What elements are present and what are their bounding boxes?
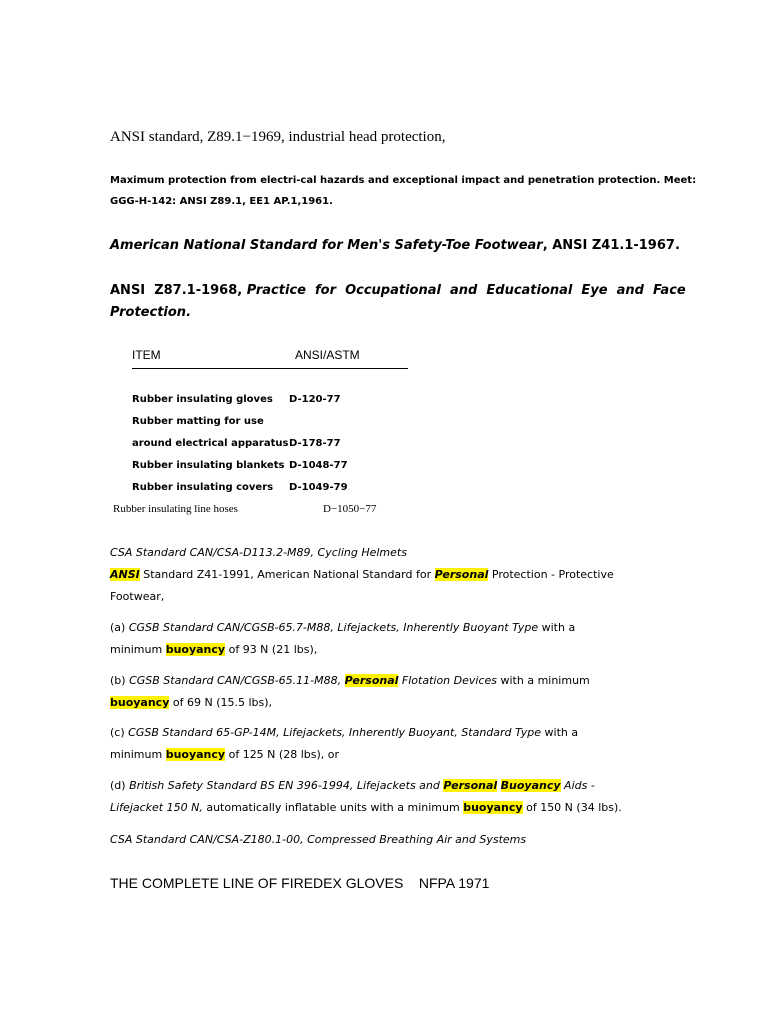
highlight: Buoyancy: [500, 779, 561, 792]
row-item: Rubber insulating covers: [132, 482, 274, 493]
row-std: D−1050−77: [323, 503, 377, 515]
row-item: around electrical apparatus: [132, 438, 289, 449]
highlight: buoyancy: [165, 748, 226, 761]
ansi-footwear-text: Standard Z41-1991, American National Standard for: [139, 568, 435, 581]
item-c-line2: [110, 748, 339, 761]
highlight: buoyancy: [463, 801, 523, 814]
item-b-text: with a minimum: [497, 674, 590, 687]
item-d-title-2: Aids -: [560, 779, 595, 792]
item-a-line1: [110, 621, 575, 634]
row-std: D-1049-79: [289, 482, 348, 493]
table-row: [132, 482, 348, 493]
row-std: D-1048-77: [289, 460, 348, 471]
max-protection-line: Maximum protection from electri-cal hazards and exceptional impact and penetration protection. Meet:: [110, 175, 697, 186]
eye-face-title: Practice for Occupational and Educational Eye and Face: [246, 283, 686, 298]
col-standard-header: ANSI/ASTM: [295, 348, 360, 362]
item-d-title-3: Lifejacket 150 N,: [110, 801, 203, 814]
item-c-prefix: (c): [110, 726, 129, 739]
item-b-line2: [110, 696, 272, 709]
firedex-gloves-line: THE COMPLETE LINE OF FIREDEX GLOVES NFPA 1971: [110, 875, 490, 891]
item-d-line1: [110, 779, 595, 792]
eye-face-title-continued: Protection.: [110, 305, 192, 320]
table-header: [132, 348, 408, 369]
item-b-text-2: of 69 N (15.5 lbs),: [169, 696, 273, 709]
table-row: [132, 394, 341, 405]
item-a-line2: [110, 643, 317, 656]
item-d-title: British Safety Standard BS EN 396-1994, Lifejackets and: [129, 779, 444, 792]
head-protection-line: ANSI standard, Z89.1−1969, industrial head protection,: [110, 129, 446, 145]
item-d-text: automatically inflatable units with a minimum: [202, 801, 464, 814]
item-b-line1: [110, 674, 590, 687]
ansi-footwear-line-cont: Footwear,: [110, 590, 165, 603]
item-b-title-2: Flotation Devices: [398, 674, 497, 687]
table-row: [132, 460, 348, 471]
row-item: Rubber insulating blankets: [132, 460, 285, 471]
item-a-title: CGSB Standard CAN/CGSB-65.7-M88, Lifejackets, Inherently Buoyant Type: [128, 621, 539, 634]
row-std: D-120-77: [289, 394, 341, 405]
highlight: ANSI: [110, 568, 140, 581]
csa-breathing-air: CSA Standard CAN/CSA-Z180.1-00, Compressed Breathing Air and Systems: [110, 833, 527, 846]
item-a-text: with a: [538, 621, 576, 634]
item-b-title: CGSB Standard CAN/CGSB-65.11-M88,: [129, 674, 345, 687]
item-a-text-3: of 93 N (21 lbs),: [225, 643, 318, 656]
item-d-prefix: (d): [110, 779, 130, 792]
ansi-footwear-line: [110, 568, 614, 581]
item-a-text-2: minimum: [110, 643, 166, 656]
item-a-prefix: (a): [110, 621, 129, 634]
item-c-text: with a: [541, 726, 579, 739]
highlight: Personal: [344, 674, 399, 687]
ansi-footwear-text-2: Protection - Protective: [488, 568, 614, 581]
item-d-text-2: of 150 N (34 lbs).: [522, 801, 622, 814]
safety-toe-footwear-line: [110, 238, 680, 253]
row-std: D-178-77: [289, 438, 341, 449]
item-c-line1: [110, 726, 578, 739]
highlight: Personal: [443, 779, 498, 792]
eye-face-code: ANSI Z87.1-1968,: [110, 283, 243, 298]
item-b-prefix: (b): [110, 674, 130, 687]
row-item: Rubber insulating gloves: [132, 394, 273, 405]
table-row-last: [113, 503, 376, 515]
highlight: buoyancy: [110, 696, 170, 709]
ggg-standard-line: GGG-H-142: ANSI Z89.1, EE1 AP.1,1961.: [110, 196, 333, 207]
row-item: Rubber insulating line hoses: [113, 503, 238, 515]
table-row: [132, 438, 341, 449]
highlight: buoyancy: [165, 643, 226, 656]
csa-cycling-helmets: CSA Standard CAN/CSA-D113.2-M89, Cycling Helmets: [110, 546, 407, 559]
item-c-title: CGSB Standard 65-GP-14M, Lifejackets, Inherently Buoyant, Standard Type: [128, 726, 542, 739]
row-item: Rubber matting for use: [132, 416, 264, 427]
item-c-text-3: of 125 N (28 lbs), or: [225, 748, 339, 761]
highlight: Personal: [434, 568, 489, 581]
col-item-header: ITEM: [132, 348, 161, 362]
item-c-text-2: minimum: [110, 748, 166, 761]
safety-toe-footwear-title: American National Standard for Men's Safety-Toe Footwear: [110, 238, 543, 253]
safety-toe-footwear-code: , ANSI Z41.1-1967.: [542, 238, 680, 253]
table-row: [132, 416, 289, 427]
eye-face-protection-line: [110, 283, 686, 298]
item-d-line2: [110, 801, 622, 814]
